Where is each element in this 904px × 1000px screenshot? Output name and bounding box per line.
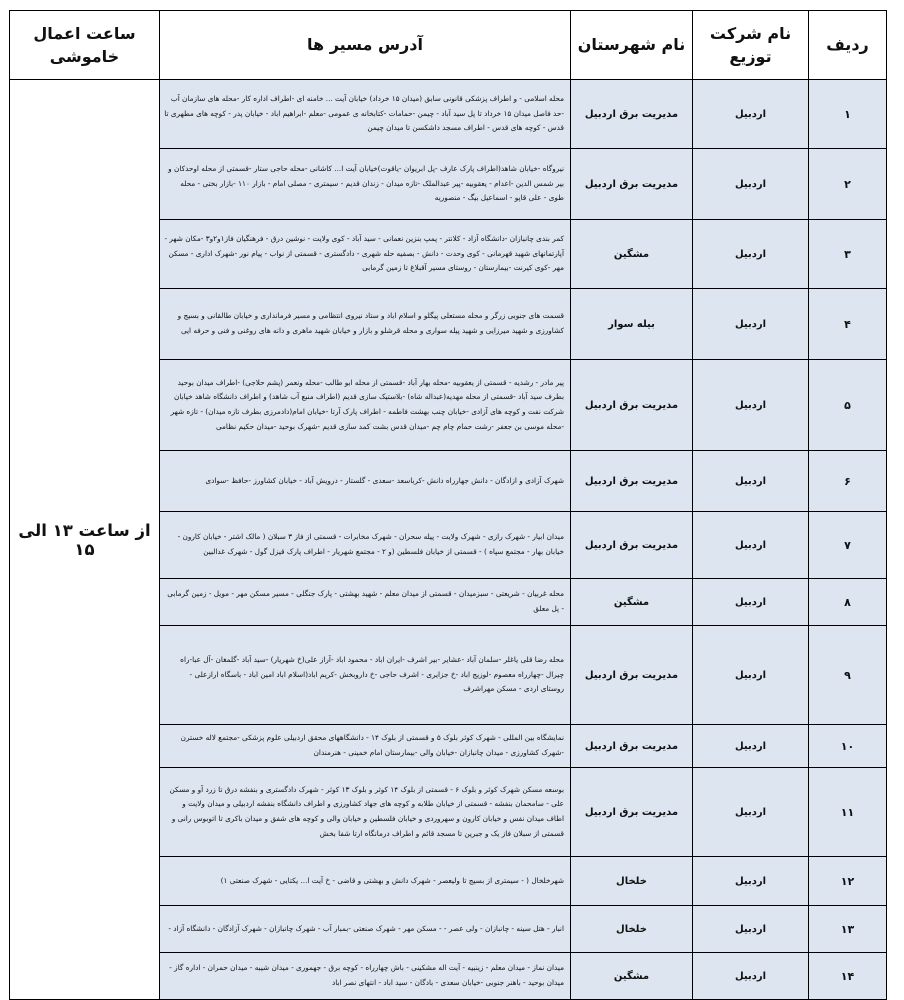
row-company: اردبیل xyxy=(693,579,809,626)
row-city: مدیریت برق اردبیل xyxy=(571,725,693,768)
row-company: اردبیل xyxy=(693,512,809,579)
row-address: محله غربیان - شریعتی - سبزمیدان - قسمتی از میدان معلم - شهید بهشتی - پارک جنگلی - مسیر مسکن مهر - مویل - زمین گرمابی - پل معلق xyxy=(160,579,571,626)
row-number: ۹ xyxy=(809,626,887,725)
row-company: اردبیل xyxy=(693,725,809,768)
row-company: اردبیل xyxy=(693,289,809,360)
row-number: ۷ xyxy=(809,512,887,579)
row-address: محله اسلامی - و اطراف پزشکی قانونی سابق (میدان ۱۵ خرداد) خیابان آیت ... خامنه ای -اطراف اداره کار -محله های سازمان آب -حد فاصل میدان ۱۵ خرداد تا پل سید آباد - چیمن -حمامات -کتابخانه ی عمومی -معلم -ابراهیم اباد - خیابان پدر - کوچه های مطهری تا قدس - کوچه های قدس - اطراف مسجد داشکسن تا میدان چیمن xyxy=(160,80,571,149)
row-address: میدان ابیار - شهرک رازی - شهرک ولایت - پیله سحران - شهرک مخابرات - قسمتی از فاز ۳ سبلان ( مالک اشتر - خیابان کارون - خیابان بهار - مجتمع سپاه ) - قسمتی از خیابان فلسطین (و ۲ - مجتمع شهریار - اطراف پارک قیزل گول - شهرک غدالبین xyxy=(160,512,571,579)
outage-schedule-table xyxy=(9,10,887,1000)
row-city: مشگین xyxy=(571,579,693,626)
row-address: بوسعه مسکن شهرک کوثر و بلوک ۶ - قسمتی از بلوک ۱۴ کوثر و بلوک ۱۳ کوثر - شهرک دادگستری و بنفشه درق تا زرد آو و مسکن علی - سامحمان بنفشه - قسمتی از خیابان طلابه و کوچه های جهاد کشاورزی و اطراف دانشگاه بنفشه اردبیلی و میدان ولایت و اطاف میدان نفس و خیابان کارون و سهروردی و خیابان فلسطین و خیابان والی و کوچه های شفق و میدان باکری تا اتوبوس رانی و قسمتی از سبلان فاز یک و جبرین تا مسجد قائم و اطراف درمانگاه ارتا شفا بخش xyxy=(160,768,571,857)
header-row xyxy=(10,11,887,80)
row-city: خلخال xyxy=(571,857,693,906)
row-number: ۱۳ xyxy=(809,906,887,953)
header-address: آدرس مسیر ها xyxy=(160,11,571,80)
row-company: اردبیل xyxy=(693,768,809,857)
header-row-no: ردیف xyxy=(809,11,887,80)
row-address: شهرخلخال ( - سیمتری از بسیج تا ولیعصر - شهرک دانش و بهشتی و قاضی - خ آیت ا... یکتایی - شهرک صنعتی ۱) xyxy=(160,857,571,906)
row-number: ۳ xyxy=(809,220,887,289)
row-city: خلخال xyxy=(571,906,693,953)
row-number: ۱ xyxy=(809,80,887,149)
header-city: نام شهرستان xyxy=(571,11,693,80)
header-company: نام شرکت توزیع xyxy=(693,11,809,80)
row-number: ۱۱ xyxy=(809,768,887,857)
row-city: مدیریت برق اردبیل xyxy=(571,626,693,725)
row-number: ۶ xyxy=(809,451,887,512)
row-city: مدیریت برق اردبیل xyxy=(571,512,693,579)
row-number: ۸ xyxy=(809,579,887,626)
table-row xyxy=(10,80,887,149)
row-number: ۴ xyxy=(809,289,887,360)
row-address: نیروگاه -خیابان شاهد(اطراف پارک عارف -پل ابریوان -یاقوت)خیابان آیت ا... کاشانی -محله حاجی ستار -قسمتی از محله اوحدکان و بیر شمس الدین -اعدام - یعقوبیه -پیر عبدالملک -تازه میدان - زندان قدیم - سیمتری - مصلی امام - بازار ۱۱۰ -بازار بختی - محله طوی - علی قاپو - اسماعیل بیگ - منصوریه xyxy=(160,149,571,220)
row-address: نمایشگاه بین المللی - شهرک کوثر بلوک ۵ و قسمتی از بلوک ۱۴ - دانشگاههای محقق اردبیلی علوم پزشکی -مجتمع لاله خسترن -شهرک کشاورزی - میدان چانبازان -خیابان والی -بیمارستان امام خمینی - هنرمندان xyxy=(160,725,571,768)
row-address: کمر بندی چانبازان -دانشگاه آزاد - کلانتر - پمپ بنزین نعمانی - سید آباد - کوی ولایت - نوشین درق - فرهنگیان فاز۱و۲و۳ -مکان شهر - آپارتمانهای شهید قهرمانی - کوی وحدت - دانش - بصفیه حله شهری - دادگستری - قسمتی از نواب - پیام نور -شهرک اداری - مسکن مهر -کوی کیرنت -بیمارستان - روستای مسیر آقبلاغ تا زمین گرمابی xyxy=(160,220,571,289)
outage-hours: از ساعت ۱۳ الی ۱۵ xyxy=(10,80,160,1000)
row-address: میدان نماز - میدان معلم - زینبیه - آیت اله مشکینی - باش چهارراه - کوچه برق - جهموری - میدان شیبه - میدان حمران - اداره گاز - میدان بوحید - باهنر جنوبی -خیابان سعدی - بادگان - سید اباد - انتهای نصر اباد xyxy=(160,953,571,1000)
row-company: اردبیل xyxy=(693,360,809,451)
row-city: بیله سوار xyxy=(571,289,693,360)
row-city: مشگین xyxy=(571,220,693,289)
row-address: پیر مادر - رشدیه - قسمتی از یعقوبیه -محله بهار آباد -قسمتی از محله ابو طالب -محله ونعمر (پشم حلاجی) -اطراف میدان بوحید بطرف سید آباد -قسمتی از محله مهدیه(عبداله شاه) -بلاستیک سازی قدیم (اطراف منبع آب شاهد) و اطراف دانشگاه شاهد خیابان شرکت نفت و کوچه های آزادی -خیابان چنب بهشت فاطمه - اطراف پارک آرتا -خیابان امام(دادمرزی بطرف تازه میدان) - تازه شهر -محله موسی بن جعفر -رشت حمام چام چم -میدان قدس بشت کمد سازی قدیم -شهرک بوحید -میدان حکیم نظامی xyxy=(160,360,571,451)
row-city: مدیریت برق اردبیل xyxy=(571,768,693,857)
row-company: اردبیل xyxy=(693,857,809,906)
row-number: ۱۴ xyxy=(809,953,887,1000)
row-number: ۲ xyxy=(809,149,887,220)
row-city: مدیریت برق اردبیل xyxy=(571,451,693,512)
row-company: اردبیل xyxy=(693,451,809,512)
row-number: ۱۲ xyxy=(809,857,887,906)
row-city: مشگین xyxy=(571,953,693,1000)
row-number: ۱۰ xyxy=(809,725,887,768)
header-hours: ساعت اعمال خاموشی xyxy=(10,11,160,80)
row-company: اردبیل xyxy=(693,149,809,220)
row-address: شهرک آزادی و ازادگان - دانش جهارراه دانش -کرباسعد -سعدی - گلستار - درویش آباد - خیابان کشاورز -حافظ -سوادی xyxy=(160,451,571,512)
row-city: مدیریت برق اردبیل xyxy=(571,80,693,149)
row-company: اردبیل xyxy=(693,626,809,725)
row-company: اردبیل xyxy=(693,906,809,953)
row-address: قسمت های جنوبی زرگر و محله مستعلی پیگلو و اسلام اباد و ستاد نیروی انتظامی و مسیر فرمانداری و خیابان طالقانی و بسیج و کشاورزی و شهید میرزایی و شهید پیله سواری و محله قرشلو و بازار و خیابان شهید ماهری و دانه های روغنی و فنی و حرفه ایی xyxy=(160,289,571,360)
row-city: مدیریت برق اردبیل xyxy=(571,149,693,220)
row-address: محله رضا قلی یاغلر -سلمان آباد -عشایر -بیر اشرف -ایران اباد - محمود اباد -آراز علی(خ شهریار) -سید آباد -گلمغان -آل عبا-راه چیرال -چهارراه معصوم -لوزیج اباد -خ جزایری - اشرف حاجی -خ داروبخش -کریم اباد(اسلام اباد امین اباد - باسگاه ارازعلی - روستای اردی - مسکن مهراشرف xyxy=(160,626,571,725)
row-company: اردبیل xyxy=(693,80,809,149)
row-address: انبار - هتل سینه - چانبازان - ولی عصر - - مسکن مهر - شهرک صنعتی -بمبار آب - شهرک چانبازان - شهرک آزادگان - دانشگاه آزاد - xyxy=(160,906,571,953)
row-city: مدیریت برق اردبیل xyxy=(571,360,693,451)
row-number: ۵ xyxy=(809,360,887,451)
row-company: اردبیل xyxy=(693,220,809,289)
row-company: اردبیل xyxy=(693,953,809,1000)
